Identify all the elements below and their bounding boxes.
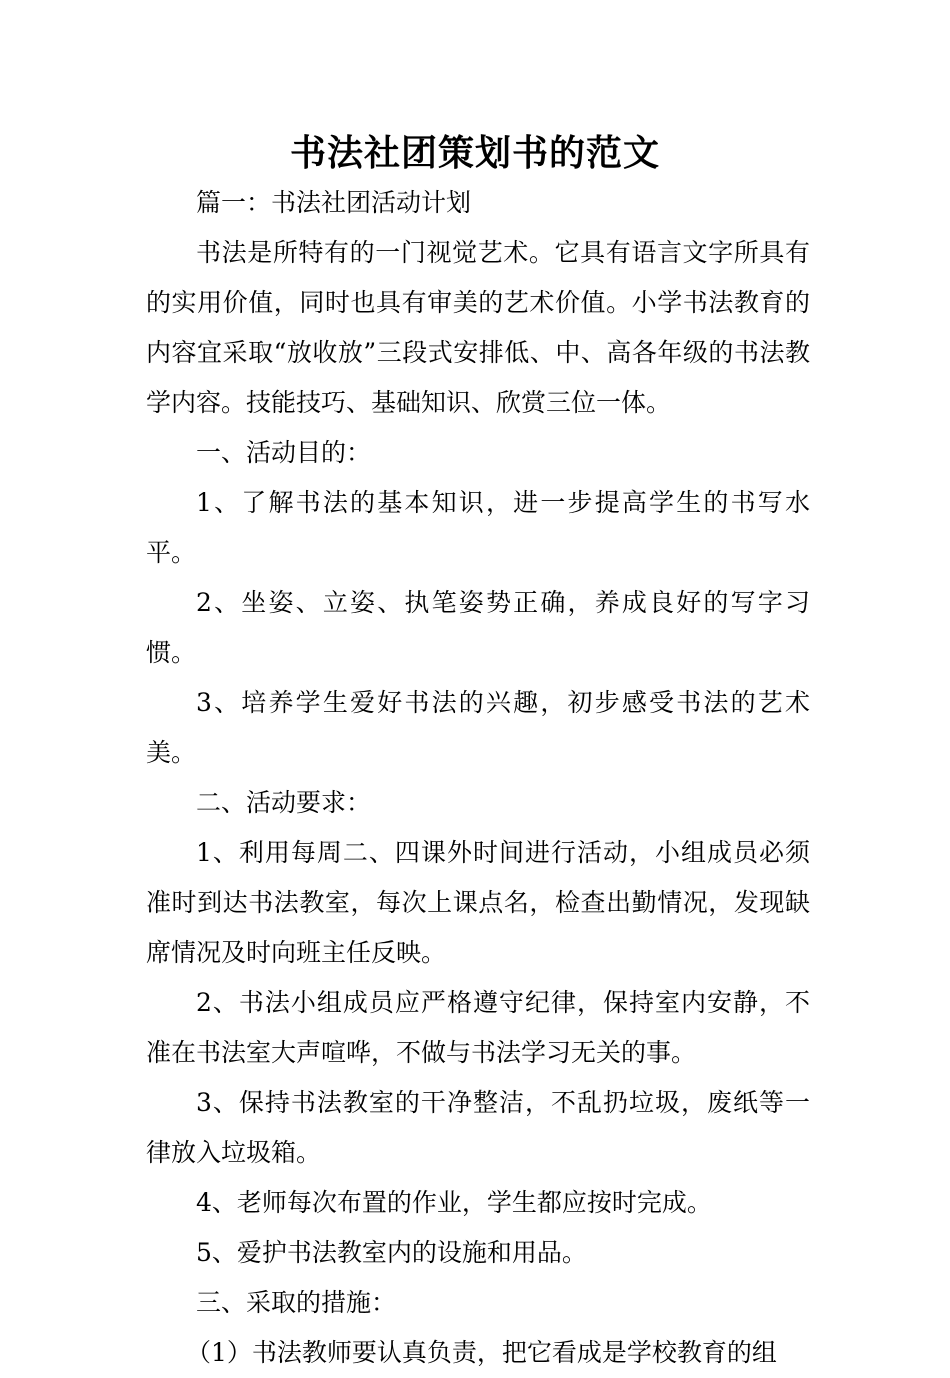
- document-body: [146, 178, 810, 1378]
- paragraph: 书法是所特有的一门视觉艺术。它具有语言文字所具有的实用价值，同时也具有审美的艺术价值。小学书法教育的内容宜采取“放收放”三段式安排低、中、高各年级的书法教学内容。技能技巧、基础知识、欣赏三位一体。: [146, 238, 810, 417]
- list-item: 5、爱护书法教室内的设施和用品。: [196, 1238, 587, 1267]
- list-item: 1、利用每周二、四课外时间进行活动，小组成员必须准时到达书法教室，每次上课点名，检查出勤情况，发现缺席情况及时向班主任反映。: [146, 838, 810, 967]
- list-item: 1、了解书法的基本知识，进一步提高学生的书写水平。: [146, 488, 810, 567]
- list-item: 2、书法小组成员应严格遵守纪律，保持室内安静，不准在书法室大声喧哗，不做与书法学习无关的事。: [146, 988, 810, 1067]
- list-item: 4、老师每次布置的作业，学生都应按时完成。: [196, 1188, 712, 1217]
- section-heading: 二、活动要求：: [196, 788, 372, 817]
- section-heading: 三、采取的措施：: [196, 1288, 397, 1317]
- list-item: 2、坐姿、立姿、执笔姿势正确，养成良好的写字习惯。: [146, 588, 810, 667]
- section-heading: 一、活动目的：: [196, 438, 372, 467]
- list-item: 3、培养学生爱好书法的兴趣，初步感受书法的艺术美。: [146, 688, 810, 767]
- document-title: 书法社团策划书的范文: [289, 132, 660, 174]
- list-item: 3、保持书法教室的干净整洁，不乱扔垃圾，废纸等一律放入垃圾箱。: [146, 1088, 810, 1167]
- list-item: （1）书法教师要认真负责，把它看成是学校教育的组: [186, 1338, 777, 1367]
- section-heading: 篇一：书法社团活动计划: [196, 188, 472, 217]
